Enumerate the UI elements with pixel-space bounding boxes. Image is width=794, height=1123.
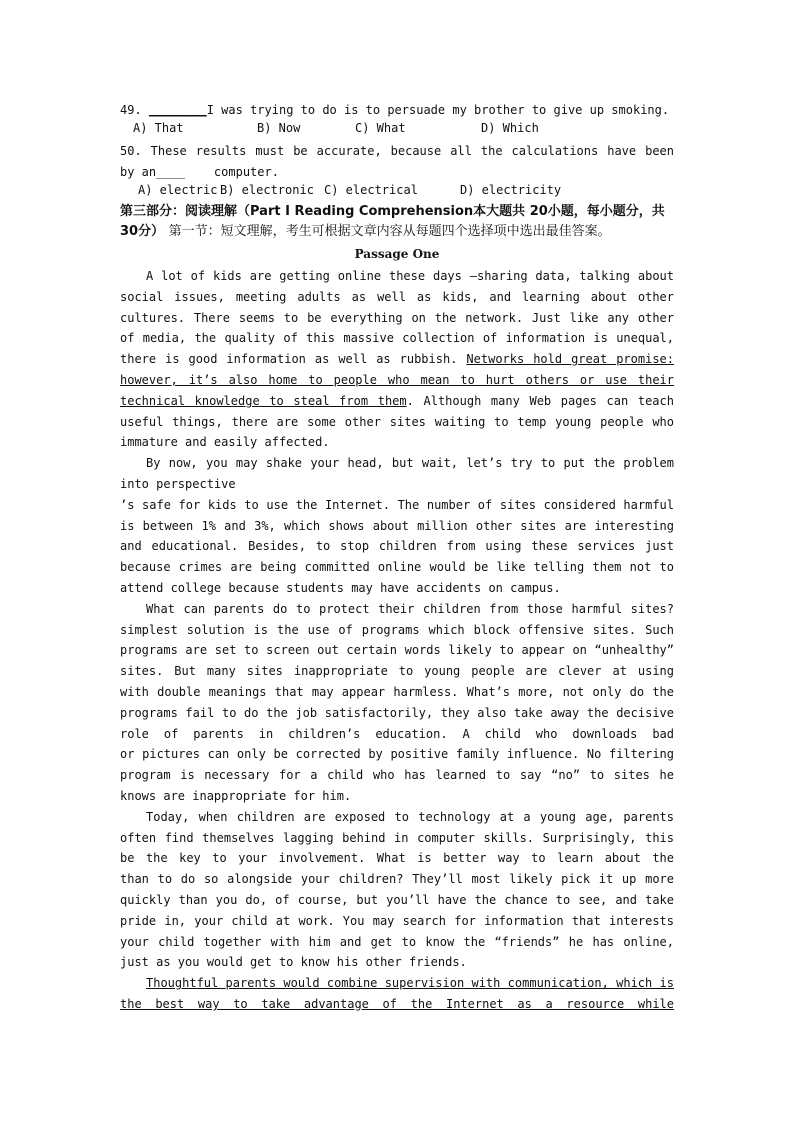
option-c: C) What — [355, 121, 406, 135]
passage-line — [120, 622, 674, 638]
section-instruction: 第一节：短文理解，考生可根据文章内容从每题四个选择项中选出最佳答案。 — [168, 224, 611, 239]
line-text: is between 1% and 3%, which shows about million other sites are interesting — [120, 518, 674, 533]
line-text: By now, you may shake your head, but wait, let’s try to put the problem — [146, 456, 674, 471]
passage-line — [120, 892, 674, 908]
underlined-text: Thoughtful parents would combine supervision with communication, which is — [146, 976, 674, 991]
line-text: What can parents do to protect their children from those harmful sites? — [146, 601, 674, 616]
question-50-options — [138, 182, 692, 198]
passage-line — [120, 518, 674, 534]
line-text: or pictures can only be corrected by positive family influence. No filtering — [120, 747, 674, 762]
passage-line — [120, 476, 674, 492]
line-text: with double meanings that may appear harmless. What’s more, not only do the — [120, 685, 674, 699]
question-49 — [120, 102, 674, 118]
line-text: useful things, there are some other sites waiting to temp young people who — [120, 414, 674, 429]
line-text: sites. But many sites inappropriate to young people are clever at using — [120, 664, 674, 679]
option-b: B) Now — [257, 121, 301, 135]
passage-line — [120, 850, 674, 866]
line-text: be the key to your involvement. What is better way to learn about the — [120, 851, 674, 866]
option-d: D) Which — [481, 121, 539, 135]
line-text: into perspective — [120, 477, 236, 491]
line-text: because crimes are being committed online would be like telling them not to — [120, 560, 674, 575]
line-text — [120, 976, 146, 990]
line-text: quickly than you do, of course, but you’ll have the chance to see, and take — [120, 893, 674, 907]
line-text: program is necessary for a child who has learned to say “no” to sites he — [120, 768, 674, 783]
passage-line — [120, 289, 674, 305]
line-text: there is good information as well as rubbish. — [120, 352, 467, 367]
passage-line — [120, 642, 674, 658]
line-text: programs fail to do the job satisfactorily, they also take away the decisive — [120, 705, 674, 720]
line-text: Today, when children are exposed to technology at a young age, parents — [146, 809, 674, 824]
passage-line — [120, 310, 674, 326]
option-b: B) electronic — [220, 183, 314, 197]
underlined-text: technical knowledge to steal from them — [120, 393, 407, 408]
passage-title: Passage One — [354, 247, 440, 261]
passage-line — [120, 767, 674, 783]
question-50-cont: by an____ computer. — [120, 165, 279, 179]
line-text: social issues, meeting adults as well as kids, and learning about other — [120, 289, 674, 304]
passage-line — [120, 372, 674, 388]
passage-line — [120, 746, 674, 762]
line-text: cultures. There seems to be everything on the network. Just like any other — [120, 310, 674, 325]
passage-line — [120, 830, 674, 846]
line-text: your child together with him and get to know the “friends” he has online, — [120, 934, 674, 949]
passage-line — [120, 934, 674, 950]
option-d: D) electricity — [460, 183, 562, 197]
line-text: immature and easily affected. — [120, 435, 330, 450]
line-text: programs are set to screen out certain words likely to appear on “unhealthy” — [120, 643, 674, 658]
line-text: A lot of kids are getting online these days —sharing data, talking about — [146, 269, 674, 283]
line-text: just as you would get to know his other friends. — [120, 955, 467, 970]
passage-line — [120, 497, 674, 513]
line-text: role of parents in children’s education. A child who downloads bad — [120, 726, 674, 741]
section-title: 第三部分：阅读理解（Part I Reading Comprehension本大题共 20小题，每小题分，共30分） — [120, 204, 665, 239]
passage-line — [120, 434, 674, 450]
line-text: knows are inappropriate for him. — [120, 789, 352, 803]
option-a: A) electric — [138, 183, 218, 197]
question-50: 50. These results must be accurate, because all the calculations have been — [120, 144, 674, 158]
passage-line — [120, 913, 674, 929]
section-heading — [120, 202, 674, 242]
passage-line — [120, 788, 674, 804]
line-text: than to do so alongside your children? They’ll most likely pick it up more — [120, 872, 674, 887]
passage-line — [120, 580, 674, 596]
line-text: ’s safe for kids to use the Internet. The number of sites considered harmful — [120, 497, 674, 512]
passage-line — [120, 975, 674, 991]
passage-line — [120, 601, 674, 617]
passage-line — [120, 351, 674, 367]
option-a: A) That — [133, 121, 184, 135]
passage-line — [120, 996, 674, 1012]
question-number: 49. — [120, 103, 142, 117]
passage-line — [120, 871, 674, 887]
line-text: attend college because students may have accidents on campus. — [120, 581, 561, 595]
passage-line — [120, 330, 674, 346]
answer-blank: ________ — [148, 103, 207, 117]
passage-line — [120, 705, 674, 721]
passage-line — [120, 393, 674, 409]
underlined-text: Networks hold great promise: — [466, 352, 674, 367]
line-text: pride in, your child at work. You may search for information that interests — [120, 913, 674, 928]
passage-line — [120, 726, 674, 742]
line-text: often find themselves lagging behind in computer skills. Surprisingly, this — [120, 830, 674, 845]
line-text: simplest solution is the use of programs which block offensive sites. Such — [120, 622, 674, 637]
question-stem: I was trying to do is to persuade my brother to give up smoking. — [206, 103, 670, 117]
passage-line — [120, 538, 674, 554]
question-49-options — [133, 120, 687, 136]
line-text: of media, the quality of this massive collection of information is unequal, — [120, 331, 674, 346]
passage-line — [120, 455, 674, 471]
option-c: C) electrical — [324, 183, 418, 197]
passage-line — [120, 684, 674, 700]
passage-line — [120, 954, 674, 970]
passage-line — [120, 414, 674, 430]
line-text: . Although many Web pages can teach — [406, 393, 674, 408]
passage-line — [120, 268, 674, 284]
line-text: and educational. Besides, to stop children from using these services just — [120, 539, 674, 554]
underlined-text: however, it’s also home to people who mean to hurt others or use their — [120, 373, 674, 387]
passage-line — [120, 809, 674, 825]
underlined-text: the best way to take advantage of the Internet as a resource while — [120, 997, 674, 1011]
passage-line — [120, 559, 674, 575]
passage-line — [120, 663, 674, 679]
